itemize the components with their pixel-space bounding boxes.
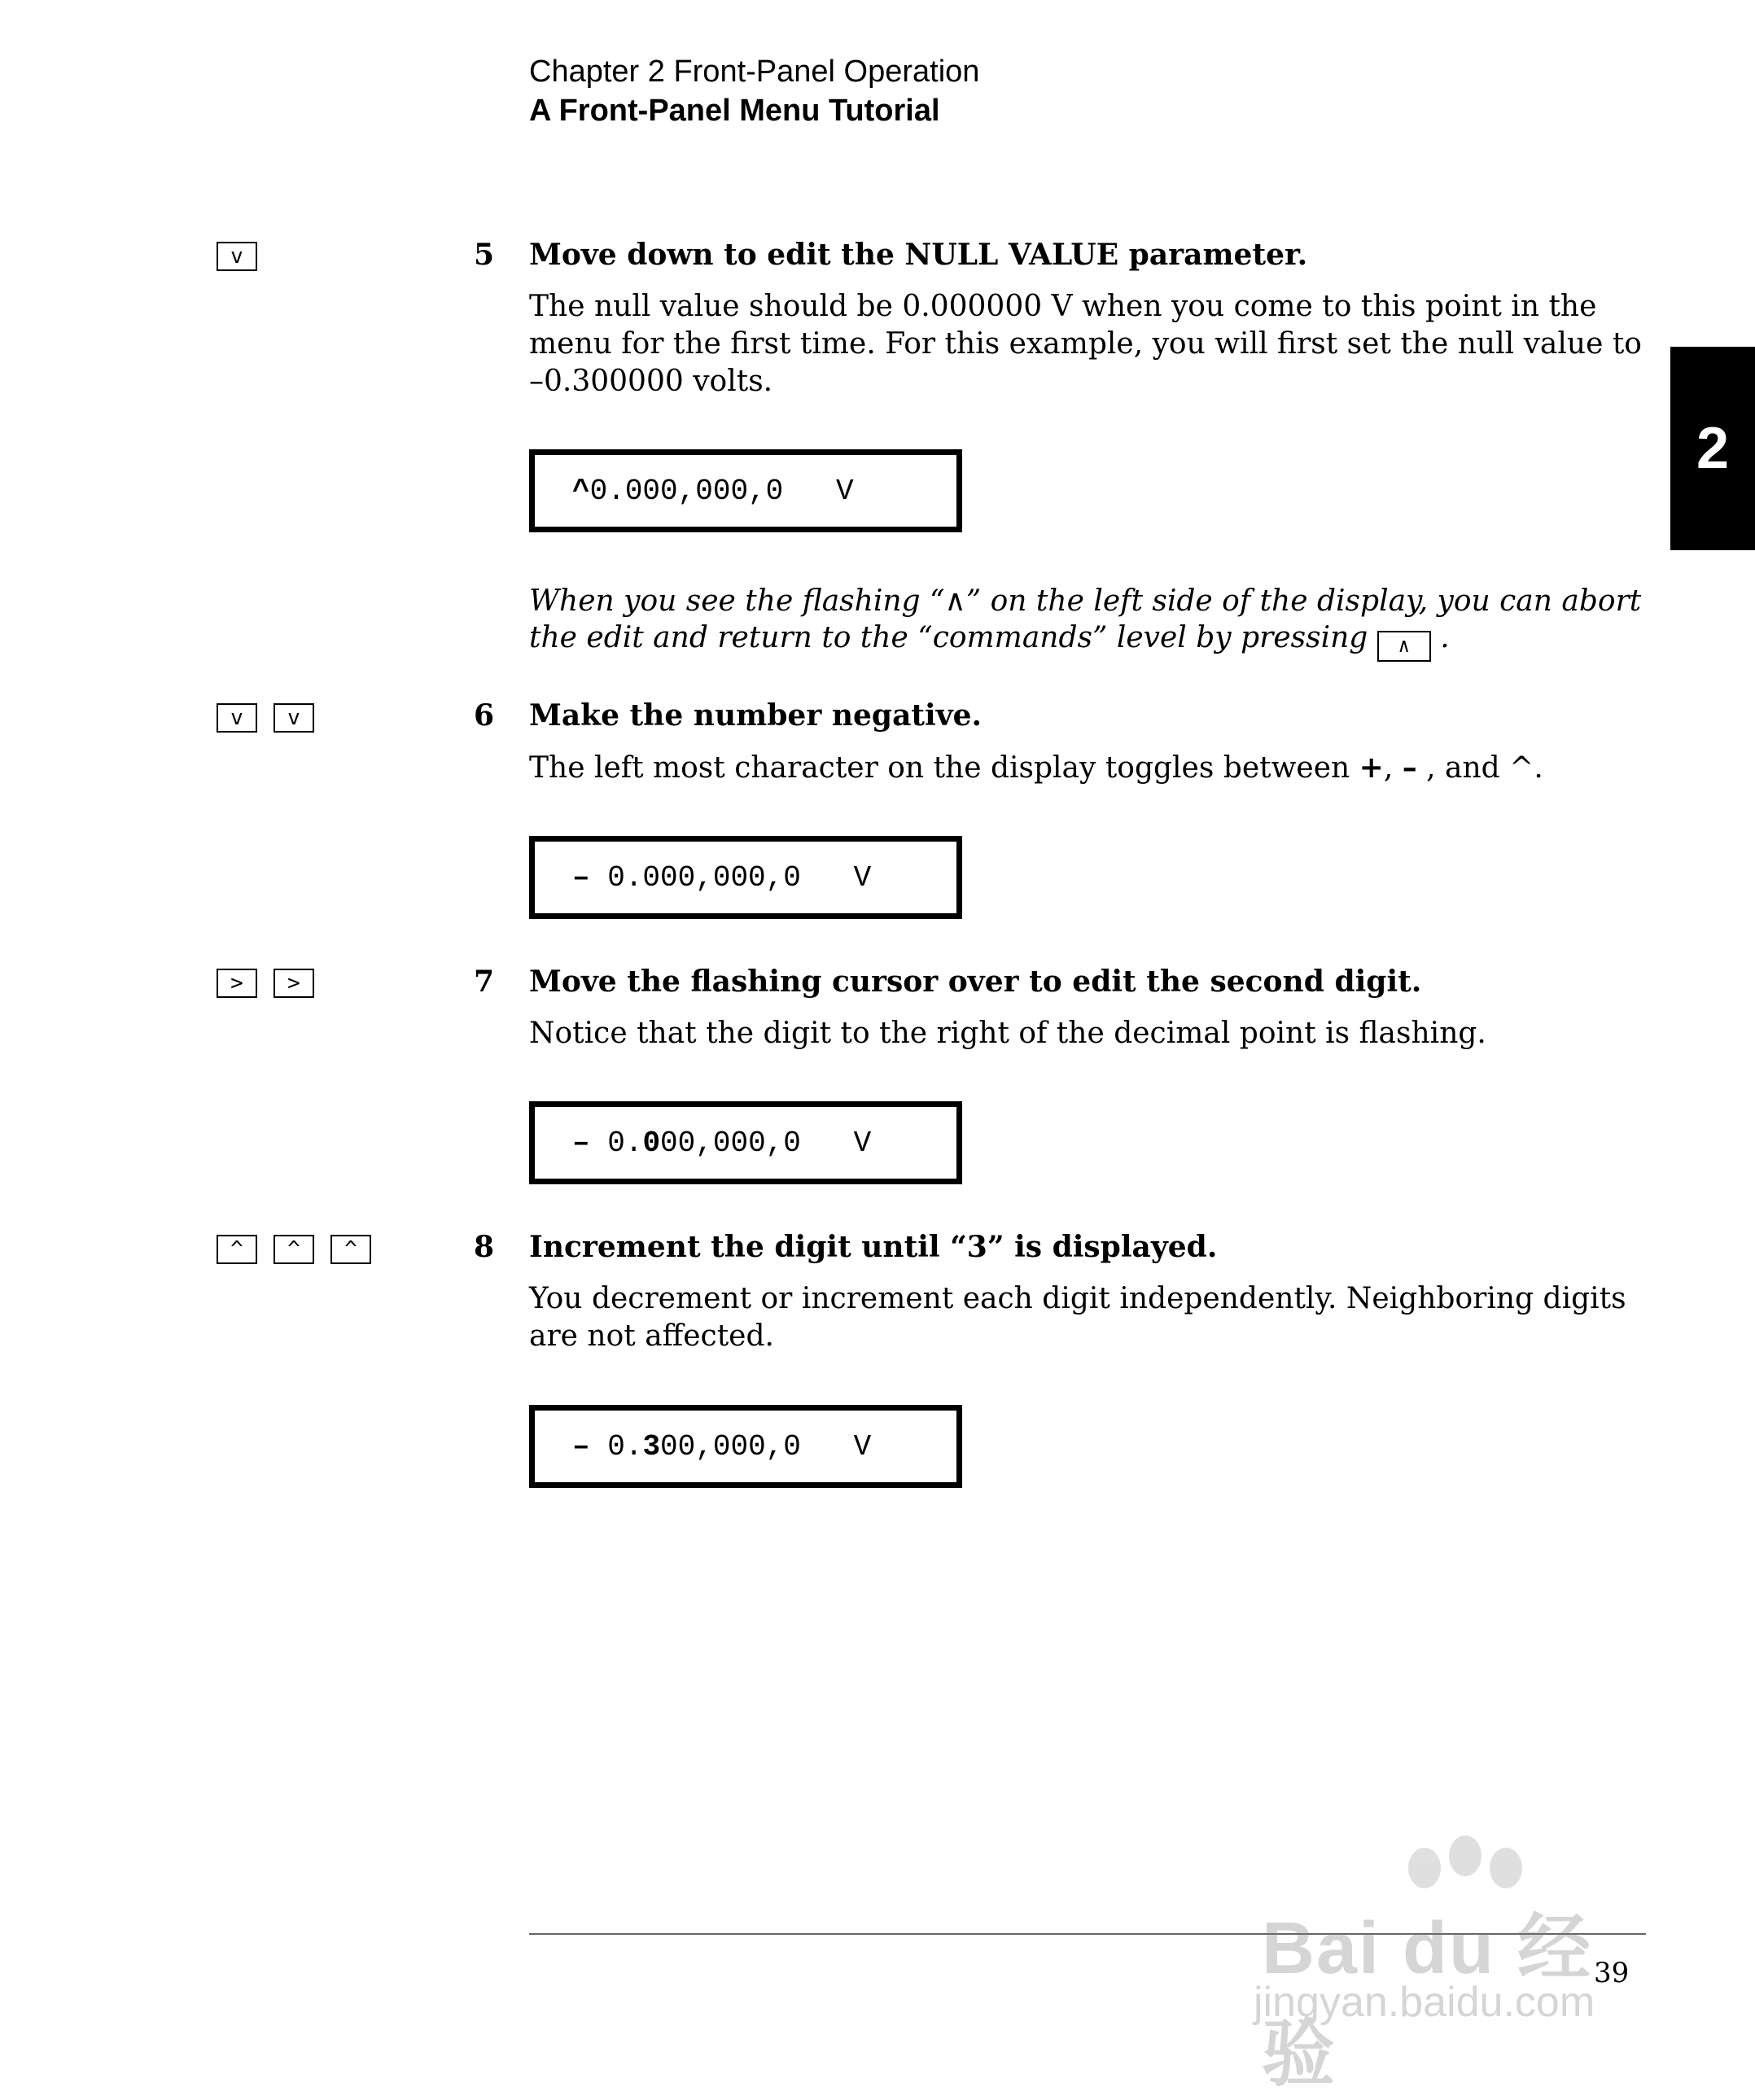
step-number: 5 bbox=[474, 238, 495, 272]
body-text: , and ^. bbox=[1416, 751, 1543, 785]
up-key-icon: ∧ bbox=[1377, 631, 1431, 662]
up-key-icon: ^ bbox=[217, 1235, 257, 1264]
display-value: 00,000,0 V bbox=[660, 1429, 872, 1463]
note-end: . bbox=[1430, 621, 1450, 654]
sign: – bbox=[572, 1429, 608, 1463]
note-text: When you see the flashing “∧” on the left side of the display, you can abort the edit and return to the “commands” level by pressing bbox=[529, 584, 1642, 654]
display-value: 0.000,000,0 V bbox=[589, 474, 854, 508]
step-title: Move the flashing cursor over to edit the second digit. bbox=[529, 965, 1422, 999]
step-title: Increment the digit until “3” is displayed. bbox=[529, 1230, 1218, 1264]
sign: – bbox=[572, 860, 608, 895]
step-number: 6 bbox=[474, 698, 495, 733]
step6-keys bbox=[217, 703, 314, 733]
down-key-icon: v bbox=[217, 703, 257, 733]
body-text: , bbox=[1383, 751, 1403, 785]
step-title: Move down to edit the NULL VALUE parameter. bbox=[529, 238, 1308, 272]
step5-keys bbox=[217, 242, 257, 271]
step-number: 8 bbox=[474, 1230, 495, 1264]
step-body: Notice that the digit to the right of the decimal point is flashing. bbox=[529, 1017, 1486, 1050]
body-text: The left most character on the display toggles between bbox=[529, 751, 1359, 785]
flashing-digit: 3 bbox=[642, 1429, 661, 1463]
page-header bbox=[529, 52, 979, 130]
flashing-digit: 0 bbox=[642, 1126, 661, 1160]
up-key-icon: ^ bbox=[274, 1235, 314, 1264]
step-number: 7 bbox=[474, 965, 495, 999]
sign: – bbox=[572, 1126, 608, 1160]
watermark-logo: Bai du 经验 bbox=[1262, 1908, 1593, 2095]
display-value: 0. bbox=[607, 1126, 643, 1160]
display-readout-step7 bbox=[529, 1101, 962, 1184]
step-body: The null value should be 0.000000 V when you come to this point in the menu for the first time. For this example, you will first set the null value to –0.300000 volts. bbox=[529, 290, 1642, 398]
display-readout-step8 bbox=[529, 1405, 962, 1488]
abort-note bbox=[529, 583, 1652, 662]
step-title: Make the number negative. bbox=[529, 698, 983, 733]
section-title: A Front-Panel Menu Tutorial bbox=[529, 94, 940, 128]
right-key-icon: > bbox=[274, 969, 314, 998]
step-body bbox=[529, 749, 1652, 787]
display-value: 0. bbox=[607, 1429, 643, 1463]
watermark-url: jingyan.baidu.com bbox=[1254, 1979, 1595, 2026]
chapter-thumb-tab: 2 bbox=[1670, 347, 1755, 550]
display-value: 00,000,0 V bbox=[660, 1126, 872, 1160]
paw-icon bbox=[1449, 1835, 1481, 1876]
chapter-title: Chapter 2 Front-Panel Operation bbox=[529, 55, 980, 89]
plus-symbol: + bbox=[1359, 750, 1384, 785]
display-readout-step5 bbox=[529, 449, 962, 532]
baidu-watermark bbox=[1237, 1831, 1661, 2095]
paw-icon bbox=[1490, 1848, 1522, 1888]
step7-keys bbox=[217, 969, 314, 998]
page-number: 39 bbox=[1594, 1957, 1630, 1989]
step8-keys bbox=[217, 1235, 371, 1264]
right-key-icon: > bbox=[217, 969, 257, 998]
paw-icon bbox=[1408, 1848, 1441, 1888]
display-value: 0.000,000,0 V bbox=[607, 860, 872, 895]
up-key-icon: ^ bbox=[330, 1235, 371, 1264]
display-readout-step6 bbox=[529, 836, 962, 919]
step-body: You decrement or increment each digit independently. Neighboring digits are not affected. bbox=[529, 1282, 1626, 1353]
down-key-icon: v bbox=[217, 242, 257, 271]
down-key-icon: v bbox=[274, 703, 314, 733]
caret-icon: ^ bbox=[572, 474, 590, 508]
minus-symbol: – bbox=[1402, 750, 1417, 785]
